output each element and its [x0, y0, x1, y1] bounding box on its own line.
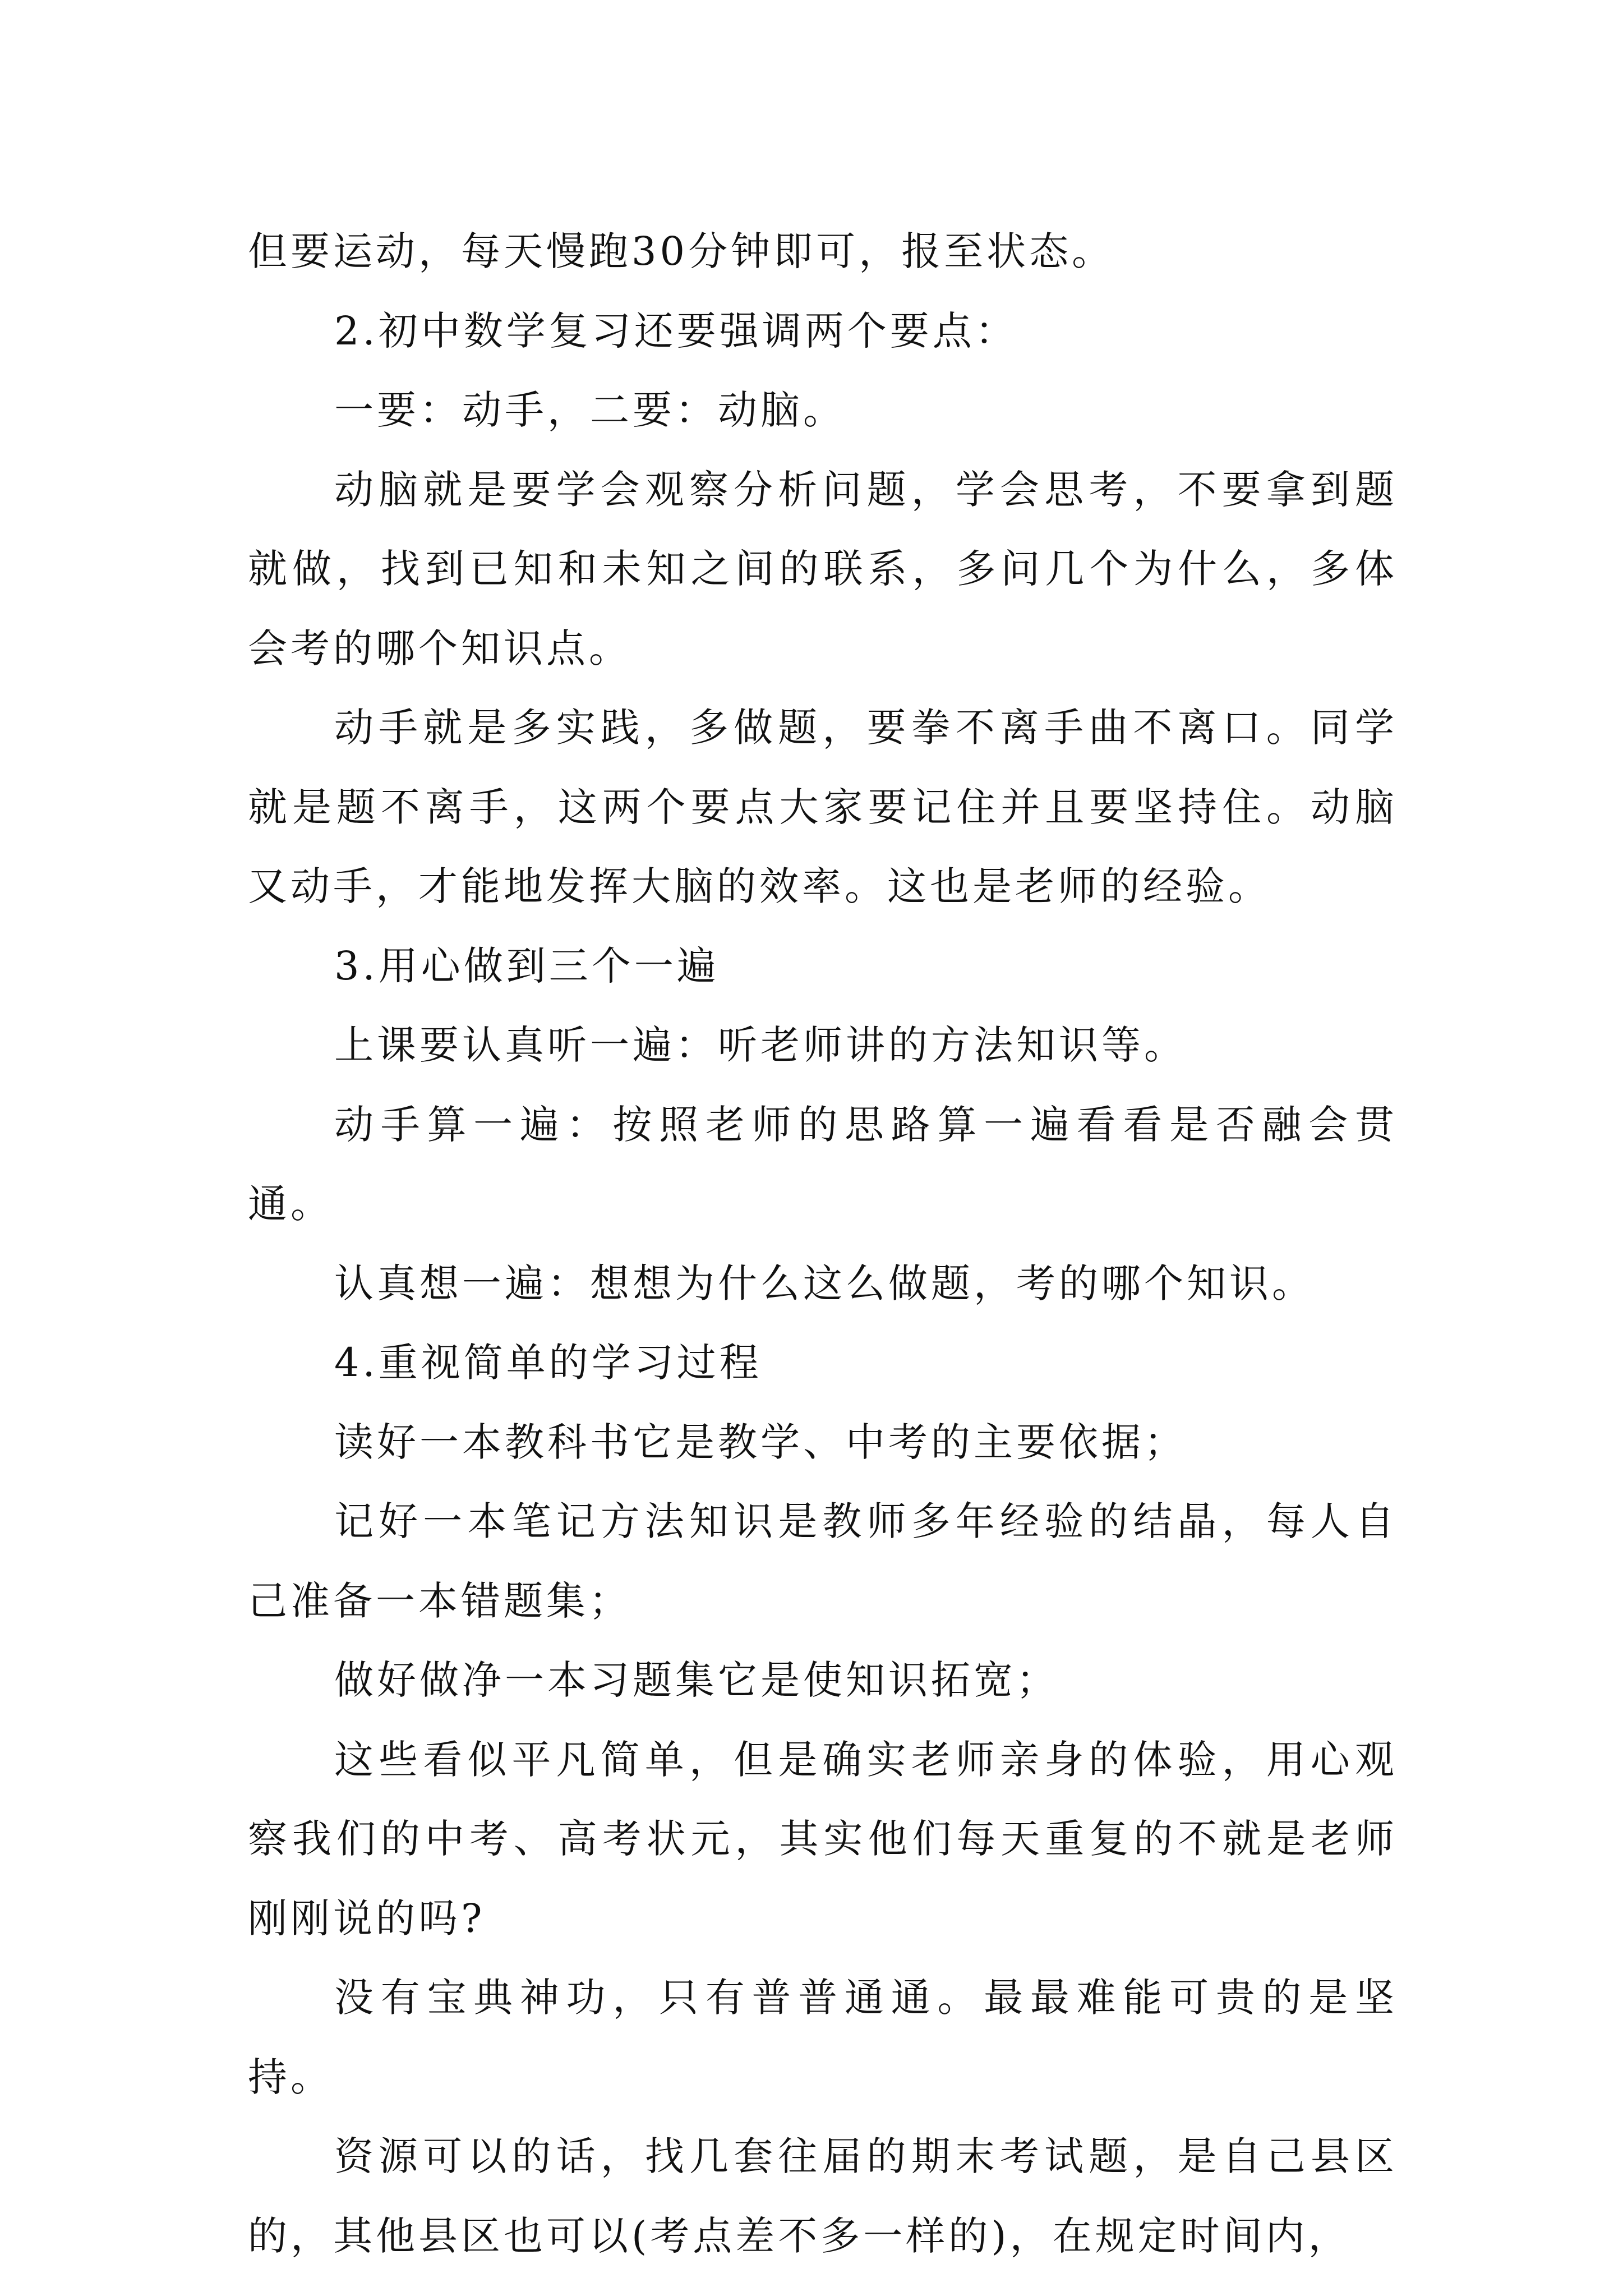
paragraph: 动手算一遍：按照老师的思路算一遍看看是否融会贯通。	[248, 1101, 1398, 1227]
paragraph: 动手就是多实践，多做题，要拳不离手曲不离口。同学就是题不离手，这两个要点大家要记住并且要坚持住。动脑又动手，才能地发挥大脑的效率。这也是老师的经验。	[248, 705, 1398, 909]
paragraph: 做好做净一本习题集它是使知识拓宽；	[334, 1657, 1059, 1703]
paragraph: 记好一本笔记方法知识是教师多年经验的结晶，每人自己准备一本错题集；	[248, 1498, 1398, 1624]
document-body	[248, 212, 1398, 2276]
paragraph: 3.用心做到三个一遍	[334, 942, 720, 989]
paragraph: 2.初中数学复习还要强调两个要点：	[334, 307, 1018, 354]
paragraph: 资源可以的话，找几套往届的期末考试题，是自己县区的，其他县区也可以(考点差不多一样的)，在规定时间内，	[248, 2133, 1398, 2259]
paragraph: 但要运动，每天慢跑30分钟即可，报至状态。	[248, 228, 1115, 274]
paragraph: 上课要认真听一遍：听老师讲的方法知识等。	[334, 1022, 1187, 1068]
paragraph: 没有宝典神功，只有普普通通。最最难能可贵的是坚持。	[248, 1975, 1398, 2100]
paragraph: 4.重视简单的学习过程	[334, 1340, 762, 1386]
paragraph: 读好一本教科书它是教学、中考的主要依据；	[334, 1419, 1187, 1465]
paragraph: 动脑就是要学会观察分析问题，学会思考，不要拿到题就做，找到已知和未知之间的联系，多问几个为什么，多体会考的哪个知识点。	[248, 466, 1398, 671]
paragraph: 一要：动手，二要：动脑。	[334, 387, 846, 433]
paragraph: 认真想一遍：想想为什么这么做题，考的哪个知识。	[334, 1260, 1315, 1306]
paragraph: 这些看似平凡简单，但是确实老师亲身的体验，用心观察我们的中考、高考状元，其实他们每天重复的不就是老师刚刚说的吗?	[248, 1736, 1398, 1941]
